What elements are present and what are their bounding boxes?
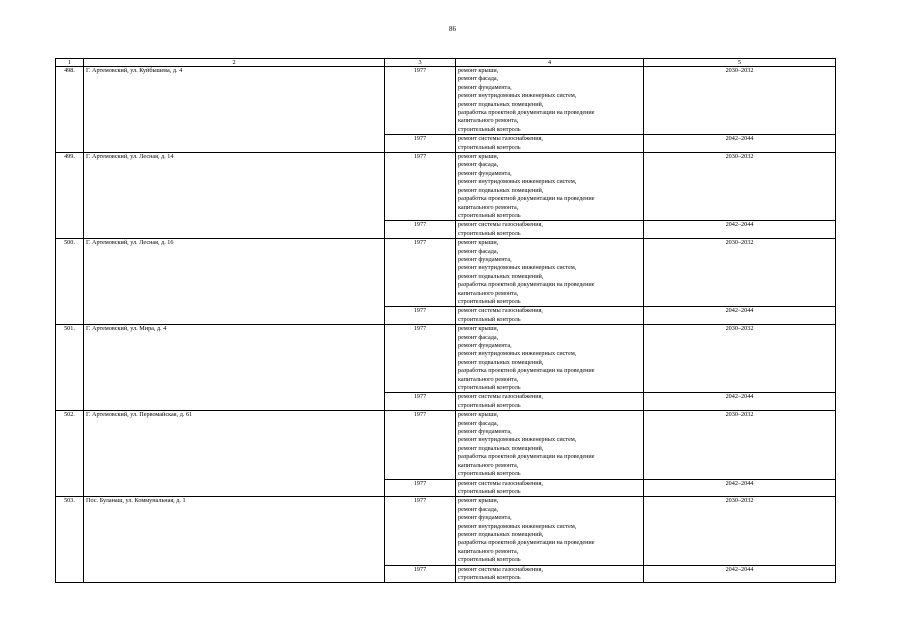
work-item: ремонт фундамента, (458, 255, 512, 263)
year-cell: 1977 (385, 135, 456, 153)
header-cell-2: 2 (84, 59, 385, 67)
work-item: ремонт фундамента, (458, 428, 512, 436)
work-item: ремонт крыши, (458, 67, 499, 74)
year-cell: 1977 (385, 325, 456, 393)
period-cell: 2042–2044 (644, 565, 836, 583)
row-number-cell: 502. (56, 411, 84, 497)
work-item: строительный контроль (458, 470, 521, 478)
work-item: строительный контроль (458, 297, 521, 305)
work-item: ремонт фундамента, (458, 83, 512, 91)
header-cell-4: 4 (456, 59, 644, 67)
row-number-cell: 500. (56, 239, 84, 325)
address-cell: Г. Артемовский, ул. Куйбышева, д. 4 (84, 67, 385, 153)
work-item: ремонт фундамента, (458, 169, 512, 177)
work-item: ремонт крыши, (458, 153, 499, 161)
work-item: ремонт подвальных помещений, (458, 186, 544, 194)
address-cell: Пос. Буланаш, ул. Коммунальная, д. 1 (84, 497, 385, 583)
work-item: ремонт системы газоснабжения, (458, 565, 543, 573)
works-cell (456, 411, 644, 479)
table-row (56, 239, 836, 307)
work-item: капитального ремонта, (458, 289, 519, 297)
work-item: строительный контроль (458, 211, 521, 219)
work-item: разработка проектной документации на проведение (458, 539, 595, 547)
work-item: строительный контроль (458, 384, 521, 392)
table-row (56, 153, 836, 221)
period-cell: 2030–2032 (644, 411, 836, 479)
work-item: ремонт системы газоснабжения, (458, 221, 543, 229)
works-cell (456, 153, 644, 221)
work-item: разработка проектной документации на проведение (458, 367, 595, 375)
works-cell (456, 221, 644, 239)
work-item: строительный контроль (458, 125, 521, 133)
work-item: разработка проектной документации на проведение (458, 453, 595, 461)
work-item: капитального ремонта, (458, 203, 519, 211)
work-item: строительный контроль (458, 556, 521, 564)
work-item: ремонт крыши, (458, 325, 499, 333)
year-cell: 1977 (385, 411, 456, 479)
address-cell: Г. Артемовский, ул. Мира, д. 4 (84, 325, 385, 411)
work-item: капитального ремонта, (458, 461, 519, 469)
period-cell: 2030–2032 (644, 153, 836, 221)
year-cell: 1977 (385, 67, 456, 135)
work-item: ремонт подвальных помещений, (458, 530, 544, 538)
work-item: ремонт внутридомовых инженерных систем, (458, 92, 577, 100)
period-cell: 2042–2044 (644, 135, 836, 153)
work-item: ремонт внутридомовых инженерных систем, (458, 178, 577, 186)
work-item: ремонт внутридомовых инженерных систем, (458, 350, 577, 358)
year-cell: 1977 (385, 393, 456, 411)
work-item: строительный контроль (458, 487, 521, 495)
row-number-cell: 498. (56, 67, 84, 153)
period-cell: 2042–2044 (644, 307, 836, 325)
row-number-cell: 503. (56, 497, 84, 583)
work-item: ремонт фасада, (458, 161, 499, 169)
work-item: разработка проектной документации на проведение (458, 195, 595, 203)
work-item: капитального ремонта, (458, 547, 519, 555)
work-item: ремонт фундамента, (458, 342, 512, 349)
work-item: разработка проектной документации на проведение (458, 109, 595, 117)
work-item: строительный контроль (458, 315, 521, 323)
work-item: ремонт подвальных помещений, (458, 272, 544, 280)
year-cell: 1977 (385, 307, 456, 325)
work-item: ремонт фасада, (458, 419, 499, 427)
work-item: разработка проектной документации на проведение (458, 281, 595, 289)
capital-repair-table (55, 58, 836, 583)
work-item: ремонт крыши, (458, 411, 499, 419)
row-number-cell: 501. (56, 325, 84, 411)
work-item: капитального ремонта, (458, 375, 519, 383)
works-cell (456, 393, 644, 411)
year-cell: 1977 (385, 565, 456, 583)
year-cell: 1977 (385, 479, 456, 497)
work-item: ремонт крыши, (458, 497, 499, 505)
works-cell (456, 67, 644, 135)
period-cell: 2030–2032 (644, 67, 836, 135)
table-row (56, 67, 836, 135)
page-number: 86 (449, 25, 456, 33)
work-item: ремонт подвальных помещений, (458, 358, 544, 366)
work-item: ремонт фундамента, (458, 514, 512, 522)
table-header-row (56, 59, 836, 67)
works-cell (456, 565, 644, 583)
works-cell (456, 239, 644, 307)
work-item: ремонт фасада, (458, 247, 499, 255)
work-item: ремонт подвальных помещений, (458, 100, 544, 108)
period-cell: 2030–2032 (644, 497, 836, 565)
work-item: строительный контроль (458, 573, 521, 581)
table-row (56, 497, 836, 565)
year-cell: 1977 (385, 153, 456, 221)
works-cell (456, 325, 644, 393)
work-item: ремонт крыши, (458, 239, 499, 247)
year-cell: 1977 (385, 239, 456, 307)
header-cell-1: 1 (56, 59, 84, 67)
period-cell: 2030–2032 (644, 325, 836, 393)
work-item: ремонт внутридомовых инженерных систем, (458, 436, 577, 444)
address-cell: Г. Артемовский, ул. Лесная, д. 16 (84, 239, 385, 325)
work-item: ремонт системы газоснабжения, (458, 135, 543, 143)
work-item: ремонт внутридомовых инженерных систем, (458, 264, 577, 272)
address-cell: Г. Артемовский, ул. Первомайская, д. 61 (84, 411, 385, 497)
period-cell: 2042–2044 (644, 221, 836, 239)
address-cell: Г. Артемовский, ул. Лесная, д. 14 (84, 153, 385, 239)
work-item: ремонт подвальных помещений, (458, 444, 544, 452)
header-cell-3: 3 (385, 59, 456, 67)
table-body (56, 59, 836, 583)
work-item: ремонт системы газоснабжения, (458, 479, 543, 487)
header-cell-5: 5 (644, 59, 836, 67)
period-cell: 2042–2044 (644, 479, 836, 497)
work-item: ремонт фасада, (458, 333, 499, 341)
year-cell: 1977 (385, 221, 456, 239)
table-row (56, 411, 836, 479)
works-cell (456, 479, 644, 497)
works-cell (456, 497, 644, 565)
work-item: ремонт внутридомовых инженерных систем, (458, 522, 577, 530)
work-item: строительный контроль (458, 229, 521, 237)
period-cell: 2030–2032 (644, 239, 836, 307)
works-cell (456, 307, 644, 325)
work-item: капитального ремонта, (458, 117, 519, 125)
table-row (56, 325, 836, 393)
work-item: строительный контроль (458, 143, 521, 151)
work-item: строительный контроль (458, 401, 521, 409)
row-number-cell: 499. (56, 153, 84, 239)
period-cell: 2042–2044 (644, 393, 836, 411)
work-item: ремонт системы газоснабжения, (458, 307, 543, 315)
work-item: ремонт фасада, (458, 75, 499, 83)
year-cell: 1977 (385, 497, 456, 565)
work-item: ремонт системы газоснабжения, (458, 393, 543, 401)
works-cell (456, 135, 644, 153)
work-item: ремонт фасада, (458, 505, 499, 513)
